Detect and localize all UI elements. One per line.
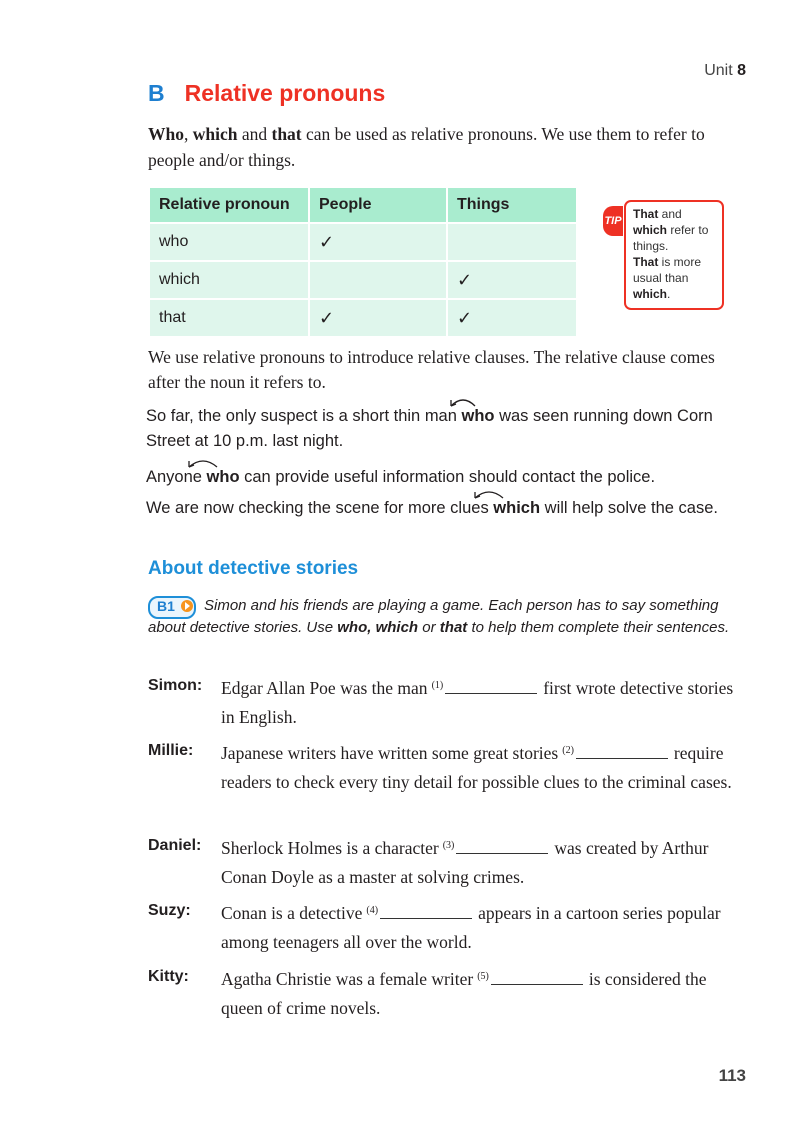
speaker-suzy: Suzy: xyxy=(148,902,191,919)
intro-paragraph: Who, which and that can be used as relative pronouns. We use them to refer to people and/or things. xyxy=(148,124,705,170)
exercise-instructions: Simon and his friends are playing a game. Each person has to say something about detective stories. Use who, which or that to help them complete their sentences. xyxy=(148,597,730,636)
things-tick xyxy=(447,223,577,261)
table-row xyxy=(149,223,577,261)
speaker-kitty: Kitty: xyxy=(148,968,189,985)
speaker-simon: Simon: xyxy=(148,677,203,694)
people-tick xyxy=(309,261,447,299)
people-tick: ✓ xyxy=(309,299,447,337)
tip-tag: TIP xyxy=(603,206,623,236)
page-number: 113 xyxy=(718,1066,746,1085)
reference-arc-icon xyxy=(186,457,220,471)
exercise-sentence-1: Edgar Allan Poe was the man $^{(1)}$ first wrote detective stories in English. xyxy=(221,678,734,727)
table-header-row xyxy=(149,187,577,223)
example-sentence-1: So far, the only suspect is a short thin man who was seen running down Corn Street at 10 p.m. last night. xyxy=(146,407,713,450)
people-tick: ✓ xyxy=(309,223,447,261)
section-heading: Relative pronouns xyxy=(184,80,386,106)
section-title xyxy=(148,80,385,107)
things-tick: ✓ xyxy=(447,261,577,299)
header-people: People xyxy=(309,187,447,223)
speaker-daniel: Daniel: xyxy=(148,837,202,854)
header-relative-pronoun: Relative pronoun xyxy=(149,187,309,223)
section-letter: B xyxy=(148,80,165,106)
explanation-paragraph: We use relative pronouns to introduce relative clauses. The relative clause comes after the noun it refers to. xyxy=(148,347,715,392)
speaker-millie: Millie: xyxy=(148,742,194,759)
reference-arc-icon xyxy=(448,396,478,410)
relative-pronoun-table xyxy=(148,186,578,338)
answer-blank-2[interactable] xyxy=(576,744,668,759)
answer-blank-5[interactable] xyxy=(491,970,583,985)
pronoun-cell: that xyxy=(149,299,309,337)
example-sentence-2: Anyone who can provide useful information should contact the police. xyxy=(146,468,656,486)
answer-blank-3[interactable] xyxy=(456,839,548,854)
exercise-title: About detective stories xyxy=(148,558,359,579)
exercise-sentence-4: Conan is a detective $^{(4)}$ appears in a cartoon series popular among teenagers all over the world. xyxy=(221,903,721,952)
unit-label: Unit 8 xyxy=(704,62,746,79)
pronoun-cell: which xyxy=(149,261,309,299)
header-things: Things xyxy=(447,187,577,223)
pronoun-cell: who xyxy=(149,223,309,261)
exercise-sentence-3: Sherlock Holmes is a character $^{(3)}$ was created by Arthur Conan Doyle as a master at solving crimes. xyxy=(221,838,709,887)
tip-box: That and which refer to things. That is more usual than which. xyxy=(624,200,724,310)
example-sentence-3: We are now checking the scene for more clues which will help solve the case. xyxy=(146,499,718,517)
answer-blank-4[interactable] xyxy=(380,904,472,919)
exercise-badge-label: B1 xyxy=(157,598,175,614)
things-tick: ✓ xyxy=(447,299,577,337)
table-row xyxy=(149,261,577,299)
answer-blank-1[interactable] xyxy=(445,679,537,694)
table-row xyxy=(149,299,577,337)
exercise-sentence-2: Japanese writers have written some great stories $^{(2)}$ require readers to check every tiny detail for possible clues to the criminal cases. xyxy=(221,743,732,792)
reference-arc-icon xyxy=(472,488,506,502)
exercise-sentence-5: Agatha Christie was a female writer $^{(5)}$ is considered the queen of crime novels. xyxy=(221,969,707,1018)
